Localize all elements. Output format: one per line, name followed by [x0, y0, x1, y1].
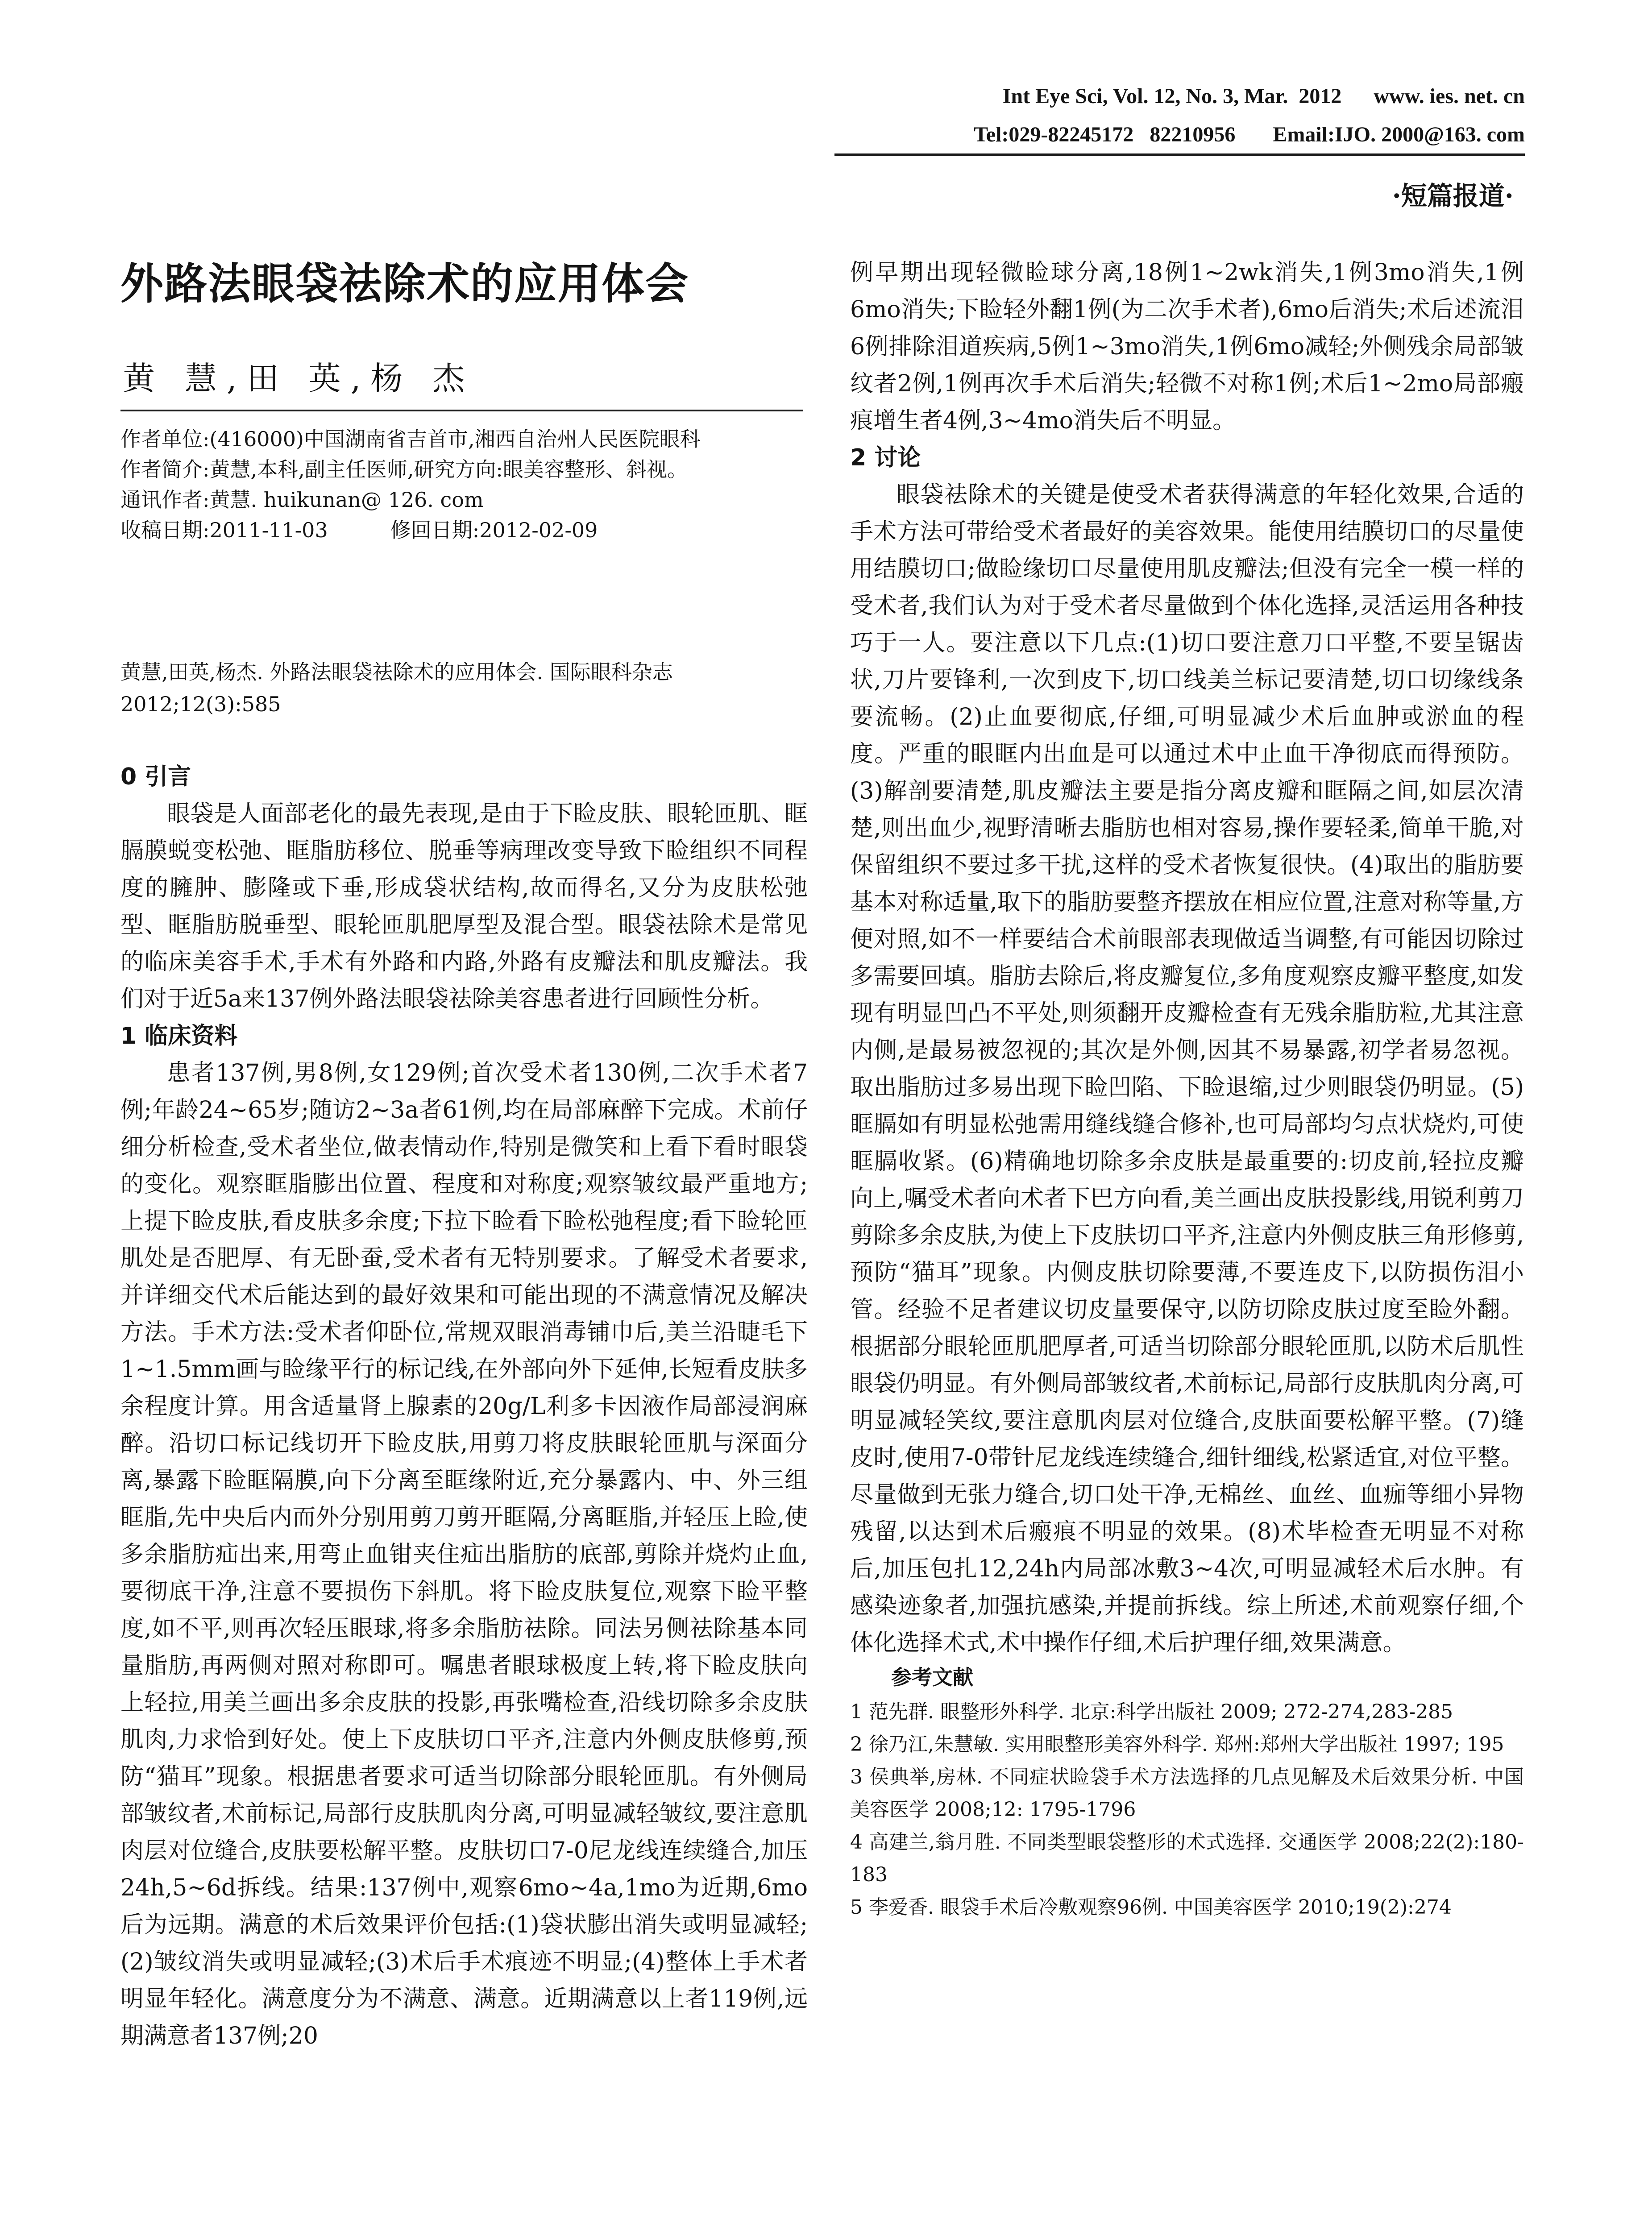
heading-discussion: 2 讨论	[850, 444, 921, 471]
title-rule	[120, 410, 803, 411]
reference-item: 4 高建兰,翁月胜. 不同类型眼袋整形的术式选择. 交通医学 2008;22(2):180-183	[850, 1831, 1524, 1886]
reference-item: 2 徐乃江,朱慧敏. 实用眼整形美容外科学. 郑州:郑州大学出版社 1997; 195	[850, 1733, 1504, 1756]
revised-date: 修回日期:2012-02-09	[390, 518, 598, 542]
received-date: 收稿日期:2011-11-03	[120, 518, 328, 542]
authors: 黄 慧,田 英,杨 杰	[123, 360, 475, 397]
paragraph-results-continued: 例早期出现轻微睑球分离,18例1~2wk消失,1例3mo消失,1例6mo消失;下睑轻外翻1例(为二次手术者),6mo后消失;术后述流泪6例排除泪道疾病,5例1~3mo消失,1例6mo减轻;外侧残余局部皱纹者2例,1例再次手术后消失;轻微不对称1例;术后1~2mo局部瘢痕增生者4例,3~4mo消失后不明显。	[850, 259, 1524, 434]
dates-line	[120, 515, 808, 545]
reference-item: 1 范先群. 眼整形外科学. 北京:科学出版社 2009; 272-274,283-285	[850, 1700, 1453, 1723]
citation: 黄慧,田英,杨杰. 外路法眼袋祛除术的应用体会. 国际眼科杂志 2012;12(3):585	[120, 660, 673, 716]
right-column	[850, 254, 1524, 1924]
corresponding-author: 通讯作者:黄慧. huikunan@ 126. com	[120, 488, 484, 512]
heading-introduction: 0 引言	[120, 763, 191, 790]
article-title: 外路法眼袋祛除术的应用体会	[120, 259, 689, 309]
paragraph-clinical-data: 患者137例,男8例,女129例;首次受术者130例,二次手术者7例;年龄24~65岁;随访2~3a者61例,均在局部麻醉下完成。术前仔细分析检查,受术者坐位,做表情动作,特别是微笑和上看下看时眼袋的变化。观察眶脂膨出位置、程度和对称度;观察皱纹最严重地方;上提下睑皮肤,看皮肤多余度;下拉下睑看下睑松弛程度;看下睑轮匝肌处是否肥厚、有无卧蚕,受术者有无特别要求。了解受术者要求,并详细交代术后能达到的最好效果和可能出现的不满意情况及解决方法。手术方法:受术者仰卧位,常规双眼消毒铺巾后,美兰沿睫毛下1~1.5mm画与睑缘平行的标记线,在外部向外下延伸,长短看皮肤多余程度计算。用含适量肾上腺素的20g/L利多卡因液作局部浸润麻醉。沿切口标记线切开下睑皮肤,用剪刀将皮肤眼轮匝肌与深面分离,暴露下睑眶隔膜,向下分离至眶缘附近,充分暴露内、中、外三组眶脂,先中央后内而外分别用剪刀剪开眶隔,分离眶脂,并轻压上睑,使多余脂肪疝出来,用弯止血钳夹住疝出脂肪的底部,剪除并烧灼止血,要彻底干净,注意不要损伤下斜肌。将下睑皮肤复位,观察下睑平整度,如不平,则再次轻压眼球,将多余脂肪祛除。同法另侧祛除基本同量脂肪,再两侧对照对称即可。嘱患者眼球极度上转,将下睑皮肤向上轻拉,用美兰画出多余皮肤的投影,再张嘴检查,沿线切除多余皮肤肌肉,力求恰到好处。使上下皮肤切口平齐,注意内外侧皮肤修剪,预防“猫耳”现象。根据患者要求可适当切除部分眼轮匝肌。有外侧局部皱纹者,术前标记,局部行皮肤肌肉分离,可明显减轻皱纹,要注意肌肉层对位缝合,皮肤要松解平整。皮肤切口7-0尼龙线连续缝合,加压24h,5~6d拆线。结果:137例中,观察6mo~4a,1mo为近期,6mo后为远期。满意的术后效果评价包括:(1)袋状膨出消失或明显减轻;(2)皱纹消失或明显减轻;(3)术后手术痕迹不明显;(4)整体上手术者明显年轻化。满意度分为不满意、满意。近期满意以上者119例,远期满意者137例;20	[120, 1060, 808, 2049]
paragraph-introduction: 眼袋是人面部老化的最先表现,是由于下睑皮肤、眼轮匝肌、眶膈膜蜕变松弛、眶脂肪移位、脱垂等病理改变导致下睑组织不同程度的臃肿、膨隆或下垂,形成袋状结构,故而得名,又分为皮肤松弛型、眶脂肪脱垂型、眼轮匝肌肥厚型及混合型。眼袋祛除术是常见的临床美容手术,手术有外路和内路,外路有皮瓣法和肌皮瓣法。我们对于近5a来137例外路法眼袋祛除美容患者进行回顾性分析。	[120, 800, 808, 1012]
author-unit: 作者单位:(416000)中国湖南省吉首市,湘西自治州人民医院眼科	[120, 427, 701, 451]
author-bio: 作者简介:黄慧,本科,副主任医师,研究方向:眼美容整形、斜视。	[120, 457, 688, 481]
journal-header-line2: Tel:029-82245172 82210956 Email:IJO. 2000@163. com	[974, 123, 1525, 146]
reference-list	[850, 1696, 1524, 1924]
references-heading: 参考文献	[891, 1665, 973, 1689]
author-metadata	[120, 424, 808, 545]
heading-clinical-data: 1 临床资料	[120, 1023, 238, 1049]
journal-header-line1: Int Eye Sci, Vol. 12, No. 3, Mar. 2012 www. ies. net. cn	[1002, 84, 1525, 108]
header-rule	[834, 153, 1525, 156]
reference-item: 5 李爱香. 眼袋手术后冷敷观察96例. 中国美容医学 2010;19(2):274	[850, 1896, 1452, 1919]
left-column	[120, 759, 808, 2055]
section-label: ·短篇报道·	[1392, 181, 1514, 211]
reference-item: 3 侯典举,房林. 不同症状睑袋手术方法选择的几点见解及术后效果分析. 中国美容医学 2008;12: 1795-1796	[850, 1766, 1524, 1821]
paragraph-discussion: 眼袋祛除术的关键是使受术者获得满意的年轻化效果,合适的手术方法可带给受术者最好的美容效果。能使用结膜切口的尽量使用结膜切口;做睑缘切口尽量使用肌皮瓣法;但没有完全一模一样的受术者,我们认为对于受术者尽量做到个体化选择,灵活运用各种技巧于一人。要注意以下几点:(1)切口要注意刀口平整,不要呈锯齿状,刀片要锋利,一次到皮下,切口线美兰标记要清楚,切口切缘线条要流畅。(2)止血要彻底,仔细,可明显减少术后血肿或淤血的程度。严重的眼眶内出血是可以通过术中止血干净彻底而得预防。(3)解剖要清楚,肌皮瓣法主要是指分离皮瓣和眶隔之间,如层次清楚,则出血少,视野清晰去脂肪也相对容易,操作要轻柔,简单干脆,对保留组织不要过多干扰,这样的受术者恢复很快。(4)取出的脂肪要基本对称适量,取下的脂肪要整齐摆放在相应位置,注意对称等量,方便对照,如不一样要结合术前眼部表现做适当调整,有可能因切除过多需要回填。脂肪去除后,将皮瓣复位,多角度观察皮瓣平整度,如发现有明显凹凸不平处,则须翻开皮瓣检查有无残余脂肪粒,尤其注意内侧,是最易被忽视的;其次是外侧,因其不易暴露,初学者易忽视。取出脂肪过多易出现下睑凹陷、下睑退缩,过少则眼袋仍明显。(5)眶膈如有明显松弛需用缝线缝合修补,也可局部均匀点状烧灼,可使眶膈收紧。(6)精确地切除多余皮肤是最重要的:切皮前,轻拉皮瓣向上,嘱受术者向术者下巴方向看,美兰画出皮肤投影线,用锐利剪刀剪除多余皮肤,为使上下皮肤切口平齐,注意内外侧皮肤三角形修剪,预防“猫耳”现象。内侧皮肤切除要薄,不要连皮下,以防损伤泪小管。经验不足者建议切皮量要保守,以防切除皮肤过度至睑外翻。根据部分眼轮匝肌肥厚者,可适当切除部分眼轮匝肌,以防术后肌性眼袋仍明显。有外侧局部皱纹者,术前标记,局部行皮肤肌肉分离,可明显减轻笑纹,要注意肌肉层对位缝合,皮肤面要松解平整。(7)缝皮时,使用7-0带针尼龙线连续缝合,细针细线,松紧适宜,对位平整。尽量做到无张力缝合,切口处干净,无棉丝、血丝、血痂等细小异物残留,以达到术后瘢痕不明显的效果。(8)术毕检查无明显不对称后,加压包扎12,24h内局部冰敷3~4次,可明显减轻术后水肿。有感染迹象者,加强抗感染,并提前拆线。综上所述,术前观察仔细,个体化选择术式,术中操作仔细,术后护理仔细,效果满意。	[850, 481, 1524, 1656]
